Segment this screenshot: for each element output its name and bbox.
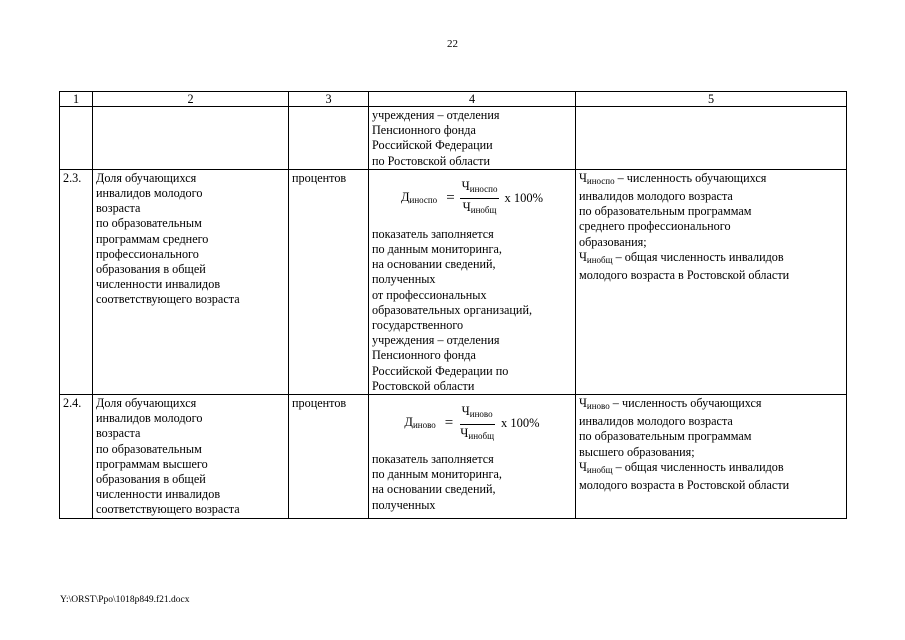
unit-cell: процентов (289, 169, 369, 394)
definition: $Ч_{инобщ}$ – общая численность инвалидов молодого возраста в Ростовской области (579, 459, 790, 493)
table-cell (289, 107, 369, 170)
fraction-numerator: $Ч_{иноспо}$ (460, 179, 500, 199)
formula-fraction (460, 179, 500, 218)
header-cell: 3 (289, 92, 369, 107)
definition: $Ч_{иноспо}$ – численность обучающихся инвалидов молодого возраста по образовательным программам среднего профессионального образования; (579, 170, 767, 249)
table-cell (60, 107, 93, 170)
formula-lhs: $Д_{иноспо}$ (400, 189, 438, 205)
formula-multiplier: x 100% (501, 416, 540, 431)
indicators-table (59, 91, 847, 519)
header-cell: 2 (93, 92, 289, 107)
method-cell (369, 169, 576, 394)
formula-equals: = (446, 190, 455, 207)
formula (372, 171, 572, 227)
table-row (60, 395, 847, 519)
source-text: показатель заполняется по данным мониторинга, на основании сведений, полученных (372, 452, 502, 512)
definitions-cell (576, 395, 847, 519)
method-cell (369, 395, 576, 519)
formula (372, 396, 572, 452)
formula-equals: = (444, 415, 454, 432)
header-cell: 4 (369, 92, 576, 107)
indicator-name: Доля обучающихся инвалидов молодого возраста по образовательным программам среднего профессионального образования в общей численности инвалидов соответствующего возраста (93, 169, 289, 394)
table-cell (576, 107, 847, 170)
fraction-denominator: $Ч_{инобщ}$ (460, 425, 495, 441)
page-number: 22 (447, 38, 458, 50)
source-cell: учреждения – отделения Пенсионного фонда Российской Федерации по Ростовской области (369, 107, 576, 170)
formula-fraction (458, 404, 496, 443)
table-row-continued (60, 107, 847, 170)
header-cell: 5 (576, 92, 847, 107)
source-text: показатель заполняется по данным мониторинга, на основании сведений, полученных от профессиональных образовательных организаций, государственного учреждения – отделения Пенсионного фонда Российской Федерации по Ростовской области (372, 226, 533, 393)
unit-cell: процентов (289, 395, 369, 519)
table-header-row (60, 92, 847, 107)
definitions-cell (576, 169, 847, 394)
row-number: 2.3. (60, 169, 93, 394)
formula-multiplier: x 100% (504, 191, 543, 206)
definition: $Ч_{иново}$ – численность обучающихся инвалидов молодого возраста по образовательным программам высшего образования; (579, 396, 762, 459)
table-cell (93, 107, 289, 170)
table-row (60, 169, 847, 394)
header-cell: 1 (60, 92, 93, 107)
indicator-name: Доля обучающихся инвалидов молодого возраста по образовательным программам высшего образования в общей численности инвалидов соответствующего возраста (93, 395, 289, 519)
row-number: 2.4. (60, 395, 93, 519)
file-path-footer: Y:\ORST\Ppo\1018p849.f21.docx (60, 595, 190, 605)
formula-lhs: $Д_{иново}$ (404, 414, 436, 430)
fraction-numerator: $Ч_{иново}$ (460, 404, 495, 424)
definition: $Ч_{инобщ}$ – общая численность инвалидов молодого возраста в Ростовской области (579, 249, 790, 283)
fraction-denominator: $Ч_{инобщ}$ (462, 200, 497, 216)
